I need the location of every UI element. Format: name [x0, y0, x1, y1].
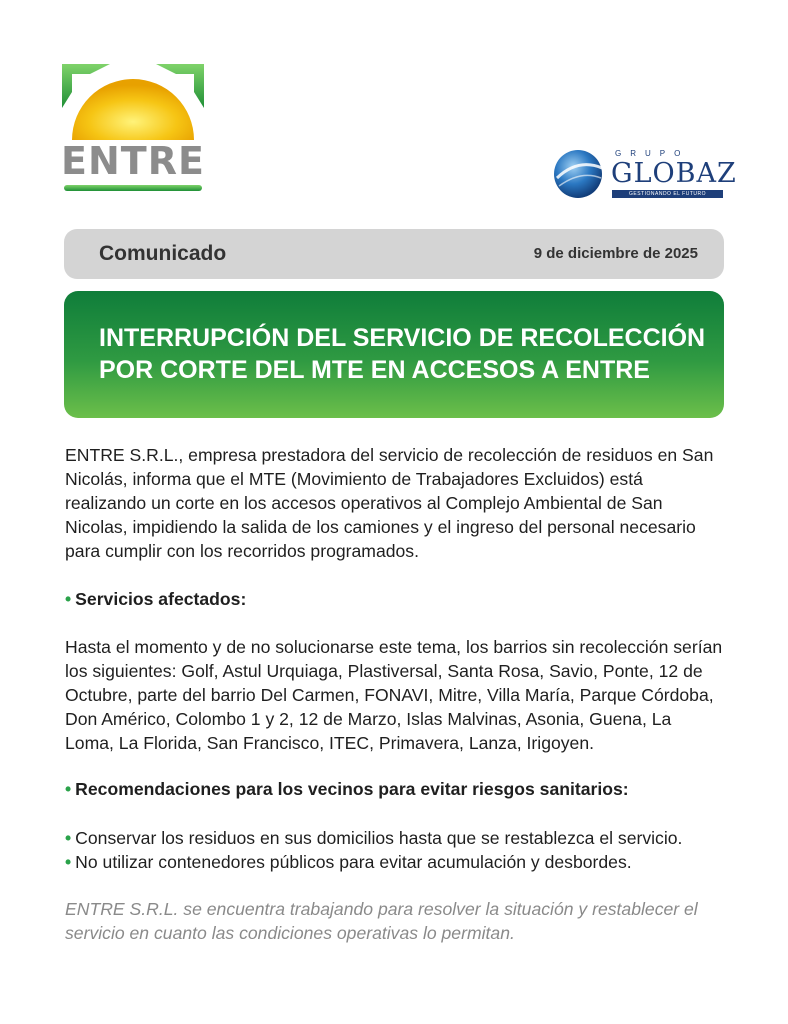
globaz-globe-icon: [553, 148, 605, 200]
headline-banner: [64, 291, 724, 418]
list-item: [65, 850, 725, 874]
list-item-text: Conservar los residuos en sus domicilios hasta que se restablezca el servicio.: [75, 828, 683, 848]
section-title: Recomendaciones para los vecinos para evitar riesgos sanitarios:: [75, 779, 629, 799]
bullet-icon: •: [65, 589, 72, 609]
bullet-icon: •: [65, 779, 72, 799]
bullet-icon: •: [65, 852, 72, 872]
globaz-logo: [553, 148, 737, 202]
list-item: [65, 826, 725, 850]
entre-logo: [60, 62, 206, 196]
headline-line-1: INTERRUPCIÓN DEL SERVICIO DE RECOLECCIÓN: [99, 324, 706, 352]
section-title: Servicios afectados:: [75, 589, 247, 609]
recommendations-list: [65, 826, 725, 874]
date-label: 9 de diciembre de 2025: [533, 245, 698, 262]
section-affected-services: [65, 587, 725, 611]
intro-paragraph: ENTRE S.R.L., empresa prestadora del servicio de recolección de residuos en San Nicolás, informa que el MTE (Movimiento de Trabajadores Excluidos) está realizando un corte en los accesos operativos al Complejo Ambiental de San Nicolas, impidiendo la salida de los camiones y el ingreso del personal necesario para cumplir con los recorridos programados.: [65, 445, 714, 561]
entre-logo-text: ENTRE: [61, 139, 205, 183]
globaz-name: GLOBAZ: [611, 158, 737, 189]
affected-neighborhoods-paragraph: Hasta el momento y de no solucionarse este tema, los barrios sin recolección serían los siguientes: Golf, Astul Urquiaga, Plastiversal, Santa Rosa, Savio, Ponte, 12 de Octubre, parte del barrio Del Carmen, FONAVI, Mitre, Villa María, Parque Córdoba, Don Américo, Colombo 1 y 2, 12 de Marzo, Islas Malvinas, Asonia, Guena, La Loma, La Florida, San Francisco, ITEC, Primavera, Lanza, Irigoyen.: [65, 637, 723, 753]
bullet-icon: •: [65, 828, 72, 848]
globaz-tagline: GESTIONANDO EL FUTURO: [612, 190, 723, 198]
page-title: Comunicado: [99, 242, 227, 265]
headline-line-2: POR CORTE DEL MTE EN ACCESOS A ENTRE: [99, 356, 650, 384]
headline: [99, 322, 709, 386]
globaz-group-label: GRUPO: [615, 149, 690, 158]
header-bar: [64, 229, 724, 279]
section-recommendations: [65, 777, 725, 801]
closing-note: ENTRE S.R.L. se encuentra trabajando para resolver la situación y restablecer el servicio en cuanto las condiciones operativas lo permitan.: [65, 899, 698, 943]
list-item-text: No utilizar contenedores públicos para evitar acumulación y desbordes.: [75, 852, 632, 872]
